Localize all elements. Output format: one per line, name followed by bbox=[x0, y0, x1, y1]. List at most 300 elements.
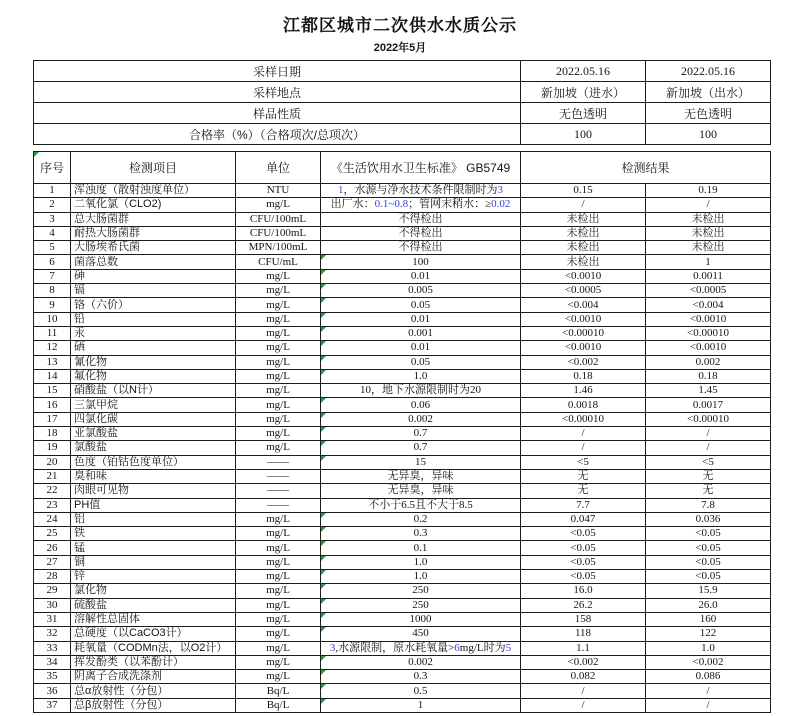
result-outlet: <0.00010 bbox=[646, 412, 771, 426]
table-row bbox=[34, 584, 771, 598]
standard-limit: 15 bbox=[321, 455, 521, 469]
result-outlet: 122 bbox=[646, 627, 771, 641]
excel-flag-icon bbox=[321, 599, 326, 604]
unit: mg/L bbox=[236, 412, 321, 426]
row-number: 17 bbox=[34, 412, 71, 426]
result-outlet: <0.05 bbox=[646, 541, 771, 555]
standard-limit: 无异臭，异味 bbox=[321, 484, 521, 498]
excel-flag-icon bbox=[321, 656, 326, 661]
item-name: 色度（铂钴色度单位） bbox=[71, 455, 236, 469]
standard-limit: 450 bbox=[321, 627, 521, 641]
standard-limit: 0.01 bbox=[321, 341, 521, 355]
excel-flag-icon bbox=[321, 270, 326, 275]
excel-flag-icon bbox=[34, 152, 39, 157]
row-number: 16 bbox=[34, 398, 71, 412]
result-outlet: 0.18 bbox=[646, 369, 771, 383]
item-name: 铝 bbox=[71, 512, 236, 526]
result-outlet: 未检出 bbox=[646, 226, 771, 240]
result-outlet: <0.0005 bbox=[646, 284, 771, 298]
standard-limit: 1.0 bbox=[321, 555, 521, 569]
item-name: 四氯化碳 bbox=[71, 412, 236, 426]
result-inlet: <0.00010 bbox=[521, 412, 646, 426]
result-outlet: 7.8 bbox=[646, 498, 771, 512]
result-outlet: 26.0 bbox=[646, 598, 771, 612]
table-row bbox=[34, 255, 771, 269]
row-number: 19 bbox=[34, 441, 71, 455]
result-inlet: <0.0010 bbox=[521, 312, 646, 326]
excel-flag-icon bbox=[321, 541, 326, 546]
table-row bbox=[34, 684, 771, 698]
info-value-outlet: 100 bbox=[646, 124, 771, 145]
item-name: 氯酸盐 bbox=[71, 441, 236, 455]
item-name: 总β放射性（分包） bbox=[71, 698, 236, 712]
result-outlet: <0.0010 bbox=[646, 312, 771, 326]
table-row bbox=[34, 469, 771, 483]
excel-flag-icon bbox=[321, 570, 326, 575]
row-number: 30 bbox=[34, 598, 71, 612]
standard-limit: 0.002 bbox=[321, 412, 521, 426]
row-number: 8 bbox=[34, 284, 71, 298]
table-row bbox=[34, 212, 771, 226]
result-outlet: 0.002 bbox=[646, 355, 771, 369]
item-name: 氰化物 bbox=[71, 355, 236, 369]
result-inlet: <0.0010 bbox=[521, 269, 646, 283]
table-row bbox=[34, 341, 771, 355]
result-inlet: <0.00010 bbox=[521, 326, 646, 340]
item-name: 臭和味 bbox=[71, 469, 236, 483]
item-name: 锰 bbox=[71, 541, 236, 555]
row-number: 27 bbox=[34, 555, 71, 569]
info-value-inlet: 无色透明 bbox=[521, 103, 646, 124]
result-outlet: / bbox=[646, 427, 771, 441]
result-outlet: 0.0011 bbox=[646, 269, 771, 283]
table-row bbox=[34, 555, 771, 569]
item-name: 浑浊度（散射浊度单位） bbox=[71, 184, 236, 198]
unit: mg/L bbox=[236, 512, 321, 526]
table-row bbox=[34, 655, 771, 669]
row-number: 23 bbox=[34, 498, 71, 512]
result-outlet: <0.002 bbox=[646, 655, 771, 669]
row-number: 31 bbox=[34, 612, 71, 626]
unit: mg/L bbox=[236, 369, 321, 383]
standard-limit: 无异臭，异味 bbox=[321, 469, 521, 483]
unit: mg/L bbox=[236, 326, 321, 340]
standard-limit: 出厂水：0.1~0.8；管网末稍水：≥0.02 bbox=[321, 198, 521, 212]
standard-number: 0.1~0.8 bbox=[374, 198, 409, 211]
result-outlet: 未检出 bbox=[646, 241, 771, 255]
result-inlet: <0.05 bbox=[521, 527, 646, 541]
unit: mg/L bbox=[236, 341, 321, 355]
result-outlet: 0.086 bbox=[646, 670, 771, 684]
excel-flag-icon bbox=[321, 627, 326, 632]
item-name: 溶解性总固体 bbox=[71, 612, 236, 626]
standard-limit: 0.1 bbox=[321, 541, 521, 555]
result-inlet: 118 bbox=[521, 627, 646, 641]
excel-flag-icon bbox=[321, 255, 326, 260]
row-number: 9 bbox=[34, 298, 71, 312]
standard-limit: 1 bbox=[321, 698, 521, 712]
info-value-outlet: 无色透明 bbox=[646, 103, 771, 124]
item-name: 亚氯酸盐 bbox=[71, 427, 236, 441]
standard-limit: 不得检出 bbox=[321, 226, 521, 240]
item-name: 氯化物 bbox=[71, 584, 236, 598]
standard-limit: 0.05 bbox=[321, 355, 521, 369]
result-inlet: <0.05 bbox=[521, 555, 646, 569]
table-row bbox=[34, 312, 771, 326]
excel-flag-icon bbox=[321, 370, 326, 375]
info-label: 采样日期 bbox=[34, 61, 521, 82]
item-name: 氟化物 bbox=[71, 369, 236, 383]
unit: CFU/mL bbox=[236, 255, 321, 269]
excel-flag-icon bbox=[321, 513, 326, 518]
standard-limit: 0.002 bbox=[321, 655, 521, 669]
unit: Bq/L bbox=[236, 698, 321, 712]
info-value-outlet: 2022.05.16 bbox=[646, 61, 771, 82]
result-inlet: / bbox=[521, 698, 646, 712]
result-outlet: 15.9 bbox=[646, 584, 771, 598]
table-row bbox=[34, 326, 771, 340]
unit: mg/L bbox=[236, 612, 321, 626]
standard-limit: 0.005 bbox=[321, 284, 521, 298]
standard-limit: 0.01 bbox=[321, 269, 521, 283]
table-row bbox=[34, 484, 771, 498]
unit: mg/L bbox=[236, 584, 321, 598]
unit: —— bbox=[236, 455, 321, 469]
item-name: 铅 bbox=[71, 312, 236, 326]
result-inlet: <5 bbox=[521, 455, 646, 469]
excel-flag-icon bbox=[321, 327, 326, 332]
row-number: 2 bbox=[34, 198, 71, 212]
standard-limit: 10，地下水源限制时为20 bbox=[321, 384, 521, 398]
item-name: PH值 bbox=[71, 498, 236, 512]
standard-limit: 0.001 bbox=[321, 326, 521, 340]
unit: mg/L bbox=[236, 527, 321, 541]
standard-limit: 1，水源与净水技术条件限制时为3 bbox=[321, 184, 521, 198]
unit: mg/L bbox=[236, 284, 321, 298]
result-outlet: 0.036 bbox=[646, 512, 771, 526]
unit: mg/L bbox=[236, 269, 321, 283]
result-outlet: <0.05 bbox=[646, 570, 771, 584]
item-name: 二氧化氯（CLO2) bbox=[71, 198, 236, 212]
result-inlet: 7.7 bbox=[521, 498, 646, 512]
result-inlet: 16.0 bbox=[521, 584, 646, 598]
unit: mg/L bbox=[236, 298, 321, 312]
excel-flag-icon bbox=[321, 699, 326, 704]
table-row bbox=[34, 498, 771, 512]
info-row bbox=[34, 124, 771, 145]
result-inlet: <0.004 bbox=[521, 298, 646, 312]
row-number: 26 bbox=[34, 541, 71, 555]
excel-flag-icon bbox=[321, 456, 326, 461]
row-number: 36 bbox=[34, 684, 71, 698]
row-number: 1 bbox=[34, 184, 71, 198]
unit: mg/L bbox=[236, 655, 321, 669]
item-name: 耗氧量（CODMn法，以O2计） bbox=[71, 641, 236, 655]
result-inlet: / bbox=[521, 441, 646, 455]
item-name: 铁 bbox=[71, 527, 236, 541]
item-name: 硝酸盐（以N计） bbox=[71, 384, 236, 398]
standard-number: 0.02 bbox=[491, 198, 511, 211]
standard-limit: 不得检出 bbox=[321, 212, 521, 226]
page-subtitle: 2022年5月 bbox=[373, 42, 427, 54]
sampling-info-body bbox=[34, 61, 771, 145]
item-name: 总大肠菌群 bbox=[71, 212, 236, 226]
row-number: 33 bbox=[34, 641, 71, 655]
excel-flag-icon bbox=[321, 298, 326, 303]
standard-limit: 0.01 bbox=[321, 312, 521, 326]
row-number: 24 bbox=[34, 512, 71, 526]
info-value-inlet: 新加坡（进水） bbox=[521, 82, 646, 103]
row-number: 32 bbox=[34, 627, 71, 641]
info-label: 采样地点 bbox=[34, 82, 521, 103]
excel-flag-icon bbox=[321, 441, 326, 446]
excel-flag-icon bbox=[321, 684, 326, 689]
result-inlet: 0.18 bbox=[521, 369, 646, 383]
unit: —— bbox=[236, 498, 321, 512]
result-outlet: <0.0010 bbox=[646, 341, 771, 355]
unit: —— bbox=[236, 469, 321, 483]
row-number: 3 bbox=[34, 212, 71, 226]
excel-flag-icon bbox=[321, 584, 326, 589]
info-row bbox=[34, 82, 771, 103]
table-row bbox=[34, 398, 771, 412]
row-number: 12 bbox=[34, 341, 71, 355]
unit: mg/L bbox=[236, 312, 321, 326]
row-number: 35 bbox=[34, 670, 71, 684]
excel-flag-icon bbox=[321, 556, 326, 561]
excel-flag-icon bbox=[321, 427, 326, 432]
standard-limit: 1.0 bbox=[321, 369, 521, 383]
unit: mg/L bbox=[236, 198, 321, 212]
standard-number: 3 bbox=[497, 184, 503, 197]
item-name: 挥发酚类（以苯酚计） bbox=[71, 655, 236, 669]
result-inlet: <0.0010 bbox=[521, 341, 646, 355]
table-row bbox=[34, 627, 771, 641]
standard-limit: 0.3 bbox=[321, 527, 521, 541]
result-inlet: 未检出 bbox=[521, 241, 646, 255]
item-name: 铬（六价） bbox=[71, 298, 236, 312]
item-name: 总硬度（以CaCO3计） bbox=[71, 627, 236, 641]
result-inlet: 无 bbox=[521, 469, 646, 483]
table-row bbox=[34, 512, 771, 526]
unit: mg/L bbox=[236, 541, 321, 555]
result-outlet: 未检出 bbox=[646, 212, 771, 226]
info-label: 合格率（%）（合格项次/总项次） bbox=[34, 124, 521, 145]
info-value-inlet: 100 bbox=[521, 124, 646, 145]
item-name: 三氯甲烷 bbox=[71, 398, 236, 412]
unit: mg/L bbox=[236, 627, 321, 641]
excel-flag-icon bbox=[321, 527, 326, 532]
item-name: 阴离子合成洗涤剂 bbox=[71, 670, 236, 684]
unit: mg/L bbox=[236, 398, 321, 412]
result-outlet: / bbox=[646, 684, 771, 698]
row-number: 7 bbox=[34, 269, 71, 283]
header-unit: 单位 bbox=[236, 152, 321, 184]
result-inlet: 未检出 bbox=[521, 226, 646, 240]
table-row bbox=[34, 355, 771, 369]
row-number: 22 bbox=[34, 484, 71, 498]
excel-flag-icon bbox=[321, 398, 326, 403]
row-number: 5 bbox=[34, 241, 71, 255]
result-outlet: / bbox=[646, 198, 771, 212]
row-number: 20 bbox=[34, 455, 71, 469]
table-row bbox=[34, 284, 771, 298]
row-number: 11 bbox=[34, 326, 71, 340]
unit: mg/L bbox=[236, 670, 321, 684]
standard-limit: 100 bbox=[321, 255, 521, 269]
item-name: 汞 bbox=[71, 326, 236, 340]
unit: mg/L bbox=[236, 570, 321, 584]
table-row bbox=[34, 241, 771, 255]
standard-limit: 不得检出 bbox=[321, 241, 521, 255]
unit: Bq/L bbox=[236, 684, 321, 698]
standard-limit: 0.7 bbox=[321, 441, 521, 455]
excel-flag-icon bbox=[321, 313, 326, 318]
row-number: 10 bbox=[34, 312, 71, 326]
result-inlet: 0.047 bbox=[521, 512, 646, 526]
result-outlet: 0.19 bbox=[646, 184, 771, 198]
unit: mg/L bbox=[236, 427, 321, 441]
result-outlet: / bbox=[646, 698, 771, 712]
item-name: 铜 bbox=[71, 555, 236, 569]
result-outlet: <5 bbox=[646, 455, 771, 469]
unit: mg/L bbox=[236, 641, 321, 655]
unit: mg/L bbox=[236, 555, 321, 569]
header-item: 检测项目 bbox=[71, 152, 236, 184]
standard-limit: 1.0 bbox=[321, 570, 521, 584]
excel-flag-icon bbox=[321, 341, 326, 346]
table-row bbox=[34, 455, 771, 469]
result-inlet: 158 bbox=[521, 612, 646, 626]
table-row bbox=[34, 369, 771, 383]
item-name: 硫酸盐 bbox=[71, 598, 236, 612]
item-name: 总α放射性（分包） bbox=[71, 684, 236, 698]
result-inlet: 1.46 bbox=[521, 384, 646, 398]
standard-limit: 3,水源限制，原水耗氧量>6mg/L时为5 bbox=[321, 641, 521, 655]
result-inlet: 0.0018 bbox=[521, 398, 646, 412]
table-row bbox=[34, 541, 771, 555]
result-outlet: 无 bbox=[646, 469, 771, 483]
page-title: 江都区城市二次供水水质公示 bbox=[283, 16, 517, 35]
item-name: 大肠埃希氏菌 bbox=[71, 241, 236, 255]
result-inlet: 0.082 bbox=[521, 670, 646, 684]
result-inlet: <0.05 bbox=[521, 541, 646, 555]
table-row bbox=[34, 527, 771, 541]
table-row bbox=[34, 184, 771, 198]
unit: mg/L bbox=[236, 598, 321, 612]
table-row bbox=[34, 384, 771, 398]
standard-number: 5 bbox=[505, 641, 512, 654]
results-table-body bbox=[34, 184, 771, 713]
standard-limit: 不小于6.5且不大于8.5 bbox=[321, 498, 521, 512]
standard-limit: 0.2 bbox=[321, 512, 521, 526]
row-number: 6 bbox=[34, 255, 71, 269]
standard-number: 1 bbox=[338, 184, 344, 197]
header-no: 序号 bbox=[34, 152, 71, 184]
table-row bbox=[34, 698, 771, 712]
excel-flag-icon bbox=[321, 284, 326, 289]
result-inlet: / bbox=[521, 427, 646, 441]
excel-flag-icon bbox=[321, 670, 326, 675]
item-name: 肉眼可见物 bbox=[71, 484, 236, 498]
unit: —— bbox=[236, 484, 321, 498]
row-number: 18 bbox=[34, 427, 71, 441]
result-inlet: / bbox=[521, 684, 646, 698]
item-name: 锌 bbox=[71, 570, 236, 584]
result-inlet: 0.15 bbox=[521, 184, 646, 198]
standard-limit: 1000 bbox=[321, 612, 521, 626]
excel-flag-icon bbox=[321, 413, 326, 418]
results-table bbox=[33, 151, 771, 713]
result-outlet: 1.0 bbox=[646, 641, 771, 655]
info-label: 样品性质 bbox=[34, 103, 521, 124]
item-name: 硒 bbox=[71, 341, 236, 355]
standard-limit: 250 bbox=[321, 598, 521, 612]
standard-number: 6 bbox=[454, 641, 460, 654]
result-outlet: / bbox=[646, 441, 771, 455]
standard-limit: 0.3 bbox=[321, 670, 521, 684]
item-name: 镉 bbox=[71, 284, 236, 298]
sampling-info-table bbox=[33, 60, 771, 145]
result-inlet: <0.002 bbox=[521, 355, 646, 369]
table-row bbox=[34, 298, 771, 312]
result-inlet: / bbox=[521, 198, 646, 212]
result-inlet: <0.0005 bbox=[521, 284, 646, 298]
result-outlet: 1.45 bbox=[646, 384, 771, 398]
result-outlet: 1 bbox=[646, 255, 771, 269]
unit: MPN/100mL bbox=[236, 241, 321, 255]
info-row bbox=[34, 61, 771, 82]
row-number: 13 bbox=[34, 355, 71, 369]
info-value-outlet: 新加坡（出水） bbox=[646, 82, 771, 103]
table-row bbox=[34, 570, 771, 584]
table-row bbox=[34, 612, 771, 626]
table-row bbox=[34, 641, 771, 655]
unit: mg/L bbox=[236, 384, 321, 398]
result-inlet: <0.05 bbox=[521, 570, 646, 584]
result-inlet: 1.1 bbox=[521, 641, 646, 655]
result-outlet: <0.004 bbox=[646, 298, 771, 312]
result-inlet: 无 bbox=[521, 484, 646, 498]
unit: CFU/100mL bbox=[236, 226, 321, 240]
unit: mg/L bbox=[236, 355, 321, 369]
item-name: 菌落总数 bbox=[71, 255, 236, 269]
row-number: 15 bbox=[34, 384, 71, 398]
table-row bbox=[34, 198, 771, 212]
result-outlet: <0.05 bbox=[646, 555, 771, 569]
standard-limit: 0.5 bbox=[321, 684, 521, 698]
item-name: 耐热大肠菌群 bbox=[71, 226, 236, 240]
row-number: 28 bbox=[34, 570, 71, 584]
info-row bbox=[34, 103, 771, 124]
row-number: 21 bbox=[34, 469, 71, 483]
standard-limit: 0.05 bbox=[321, 298, 521, 312]
row-number: 14 bbox=[34, 369, 71, 383]
table-row bbox=[34, 441, 771, 455]
header-result: 检测结果 bbox=[521, 152, 771, 184]
standard-limit: 0.06 bbox=[321, 398, 521, 412]
result-inlet: 未检出 bbox=[521, 212, 646, 226]
standard-limit: 250 bbox=[321, 584, 521, 598]
result-inlet: 未检出 bbox=[521, 255, 646, 269]
table-row bbox=[34, 598, 771, 612]
unit: NTU bbox=[236, 184, 321, 198]
result-outlet: 无 bbox=[646, 484, 771, 498]
header-standard: 《生活饮用水卫生标准》 GB5749 bbox=[321, 152, 521, 184]
result-inlet: <0.002 bbox=[521, 655, 646, 669]
result-inlet: 26.2 bbox=[521, 598, 646, 612]
unit: CFU/100mL bbox=[236, 212, 321, 226]
